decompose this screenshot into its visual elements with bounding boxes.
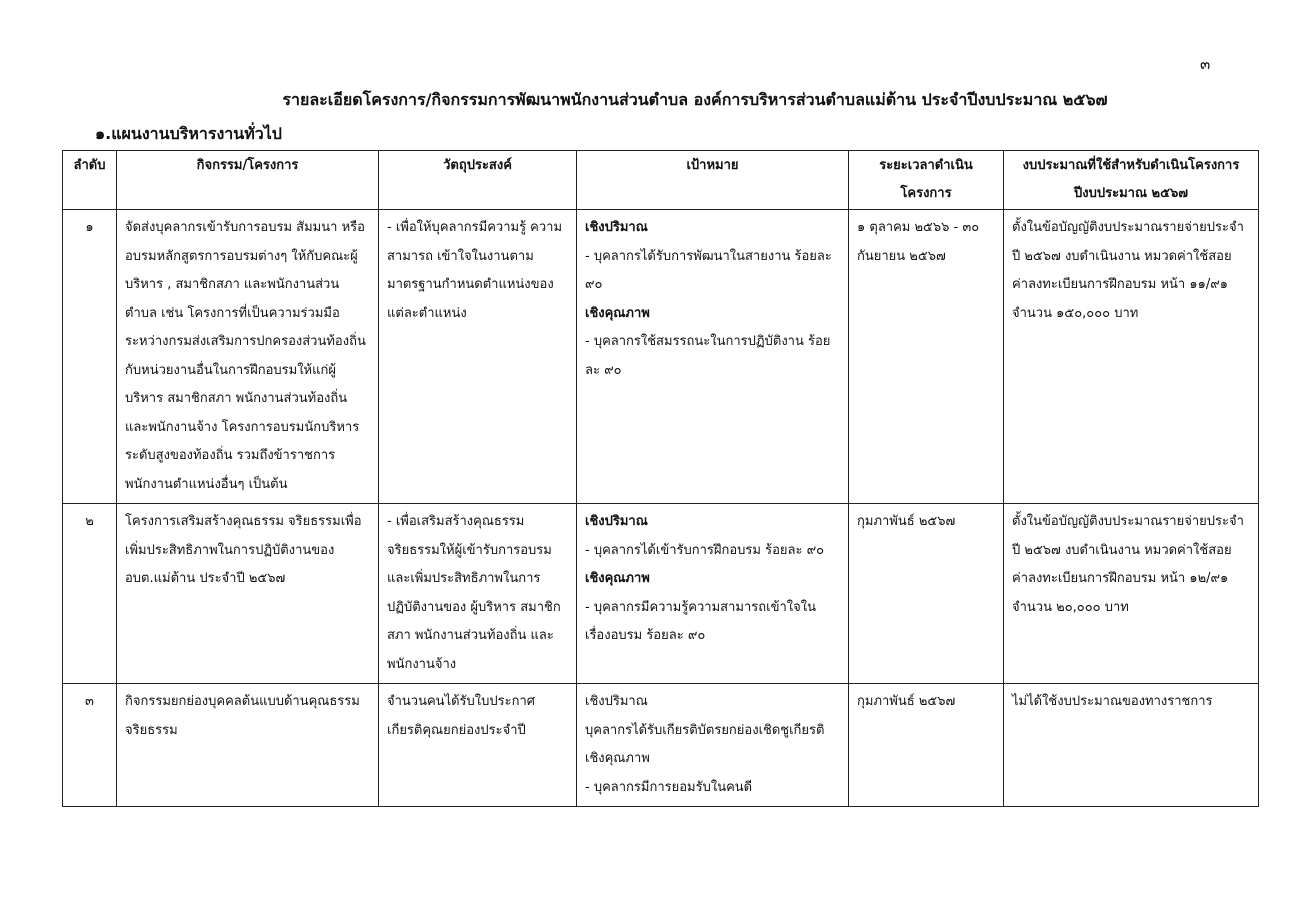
cell-budget: ไม่ได้ใช้งบประมาณของทางราชการ (1004, 684, 1259, 807)
cell-target (577, 210, 849, 504)
cell-activity: โครงการเสริมสร้างคุณธรรม จริยธรรมเพื่อเพิ่มประสิทธิภาพในการปฏิบัติงานของ อบต.แม่ต้าน ประจำปี ๒๕๖๗ (117, 504, 379, 684)
page-number: ๓ (1200, 55, 1211, 73)
cell-period: กุมภาพันธ์ ๒๕๖๗ (849, 684, 1004, 807)
cell-activity: กิจกรรมยกย่องบุคคลต้นแบบด้านคุณธรรมจริยธรรม (117, 684, 379, 807)
table-header-row (63, 151, 1259, 210)
table-row (63, 210, 1259, 504)
cell-objective: - เพื่อให้บุคลากรมีความรู้ ความสามารถ เข้าใจในงานตามมาตรฐานกำหนดตำแหน่งของแต่ละตำแหน่ง (379, 210, 577, 504)
cell-no: ๒ (63, 504, 117, 684)
cell-objective: - เพื่อเสริมสร้างคุณธรรม จริยธรรมให้ผู้เข้ารับการอบรม และเพิ่มประสิทธิภาพในการปฏิบัติงานของ ผู้บริหาร สมาชิกสภา พนักงานส่วนท้องถิ่น และพนักงานจ้าง (379, 504, 577, 684)
target-quality-label: เชิงคุณภาพ (585, 571, 650, 586)
cell-target (577, 684, 849, 807)
header-no: ลำดับ (63, 151, 117, 210)
cell-period: กุมภาพันธ์ ๒๕๖๗ (849, 504, 1004, 684)
header-budget: งบประมาณที่ใช้สำหรับดำเนินโครงการ ปีงบประมาณ ๒๕๖๗ (1004, 151, 1259, 210)
target-quantity-text: - บุคลากรได้รับการพัฒนาในสายงาน ร้อยละ ๙๐ (585, 248, 832, 292)
target-quality-label: เชิงคุณภาพ (585, 751, 650, 766)
target-quality-text: - บุคลากรมีความรู้ความสามารถเข้าใจในเรื่องอบรม ร้อยละ ๙๐ (585, 599, 816, 643)
header-objective: วัตถุประสงค์ (379, 151, 577, 210)
cell-no: ๓ (63, 684, 117, 807)
target-quality-label: เชิงคุณภาพ (585, 305, 650, 321)
target-quantity-label: เชิงปริมาณ (585, 220, 648, 235)
header-period: ระยะเวลาดำเนิน โครงการ (849, 151, 1004, 210)
plan-table (62, 150, 1259, 807)
header-activity: กิจกรรม/โครงการ (117, 151, 379, 210)
header-target: เป้าหมาย (577, 151, 849, 210)
cell-target (577, 504, 849, 684)
target-quantity-text: - บุคลากรได้เข้ารับการฝึกอบรม ร้อยละ ๙๐ (585, 542, 825, 558)
cell-activity: จัดส่งบุคลากรเข้ารับการอบรม สัมมนา หรืออบรมหลักสูตรการอบรมต่างๆ ให้กับคณะผู้บริหาร , สมาชิกสภา และพนักงานส่วนตำบล เช่น โครงการที่เป็นความร่วมมือระหว่างกรมส่งเสริมการปกครองส่วนท้องถิ่นกับหน่วยงานอื่นในการฝึกอบรมให้แก่ผู้บริหาร สมาชิกสภา พนักงานส่วนท้องถิ่น และพนักงานจ้าง โครงการอบรมนักบริหารระดับสูงของท้องถิ่น รวมถึงข้าราชการ พนักงานตำแหน่งอื่นๆ เป็นต้น (117, 210, 379, 504)
target-quality-text: - บุคลากรมีการยอมรับในคนดี (585, 779, 753, 795)
cell-no: ๑ (63, 210, 117, 504)
target-quantity-label: เชิงปริมาณ (585, 514, 648, 529)
section-title: ๑.แผนงานบริหารงานทั่วไป (95, 124, 282, 143)
target-quantity-label: เชิงปริมาณ (585, 694, 648, 709)
table-row (63, 684, 1259, 807)
document-title: รายละเอียดโครงการ/กิจกรรมการพัฒนาพนักงานส่วนตำบล องค์การบริหารส่วนตำบลแม่ต้าน ประจำปีงบประมาณ ๒๕๖๗ (282, 90, 1108, 109)
cell-objective: จำนวนคนได้รับใบประกาศเกียรติคุณยกย่องประจำปี (379, 684, 577, 807)
table-row (63, 504, 1259, 684)
target-quality-text: - บุคลากรใช้สมรรถนะในการปฏิบัติงาน ร้อยละ ๙๐ (585, 334, 831, 378)
cell-period: ๑ ตุลาคม ๒๕๖๖ - ๓๐ กันยายน ๒๕๖๗ (849, 210, 1004, 504)
cell-budget: ตั้งในข้อบัญญัติงบประมาณรายจ่ายประจำปี ๒๕๖๗ งบดำเนินงาน หมวดค่าใช้สอย ค่าลงทะเบียนการฝึกอบรม หน้า ๑๒/๙๑ จำนวน ๒๐,๐๐๐ บาท (1004, 504, 1259, 684)
cell-budget: ตั้งในข้อบัญญัติงบประมาณรายจ่ายประจำปี ๒๕๖๗ งบดำเนินงาน หมวดค่าใช้สอย ค่าลงทะเบียนการฝึกอบรม หน้า ๑๑/๙๑ จำนวน ๑๕๐,๐๐๐ บาท (1004, 210, 1259, 504)
target-quantity-text: บุคลากรได้รับเกียรติบัตรยกย่องเชิดชูเกียรติ (585, 722, 825, 738)
